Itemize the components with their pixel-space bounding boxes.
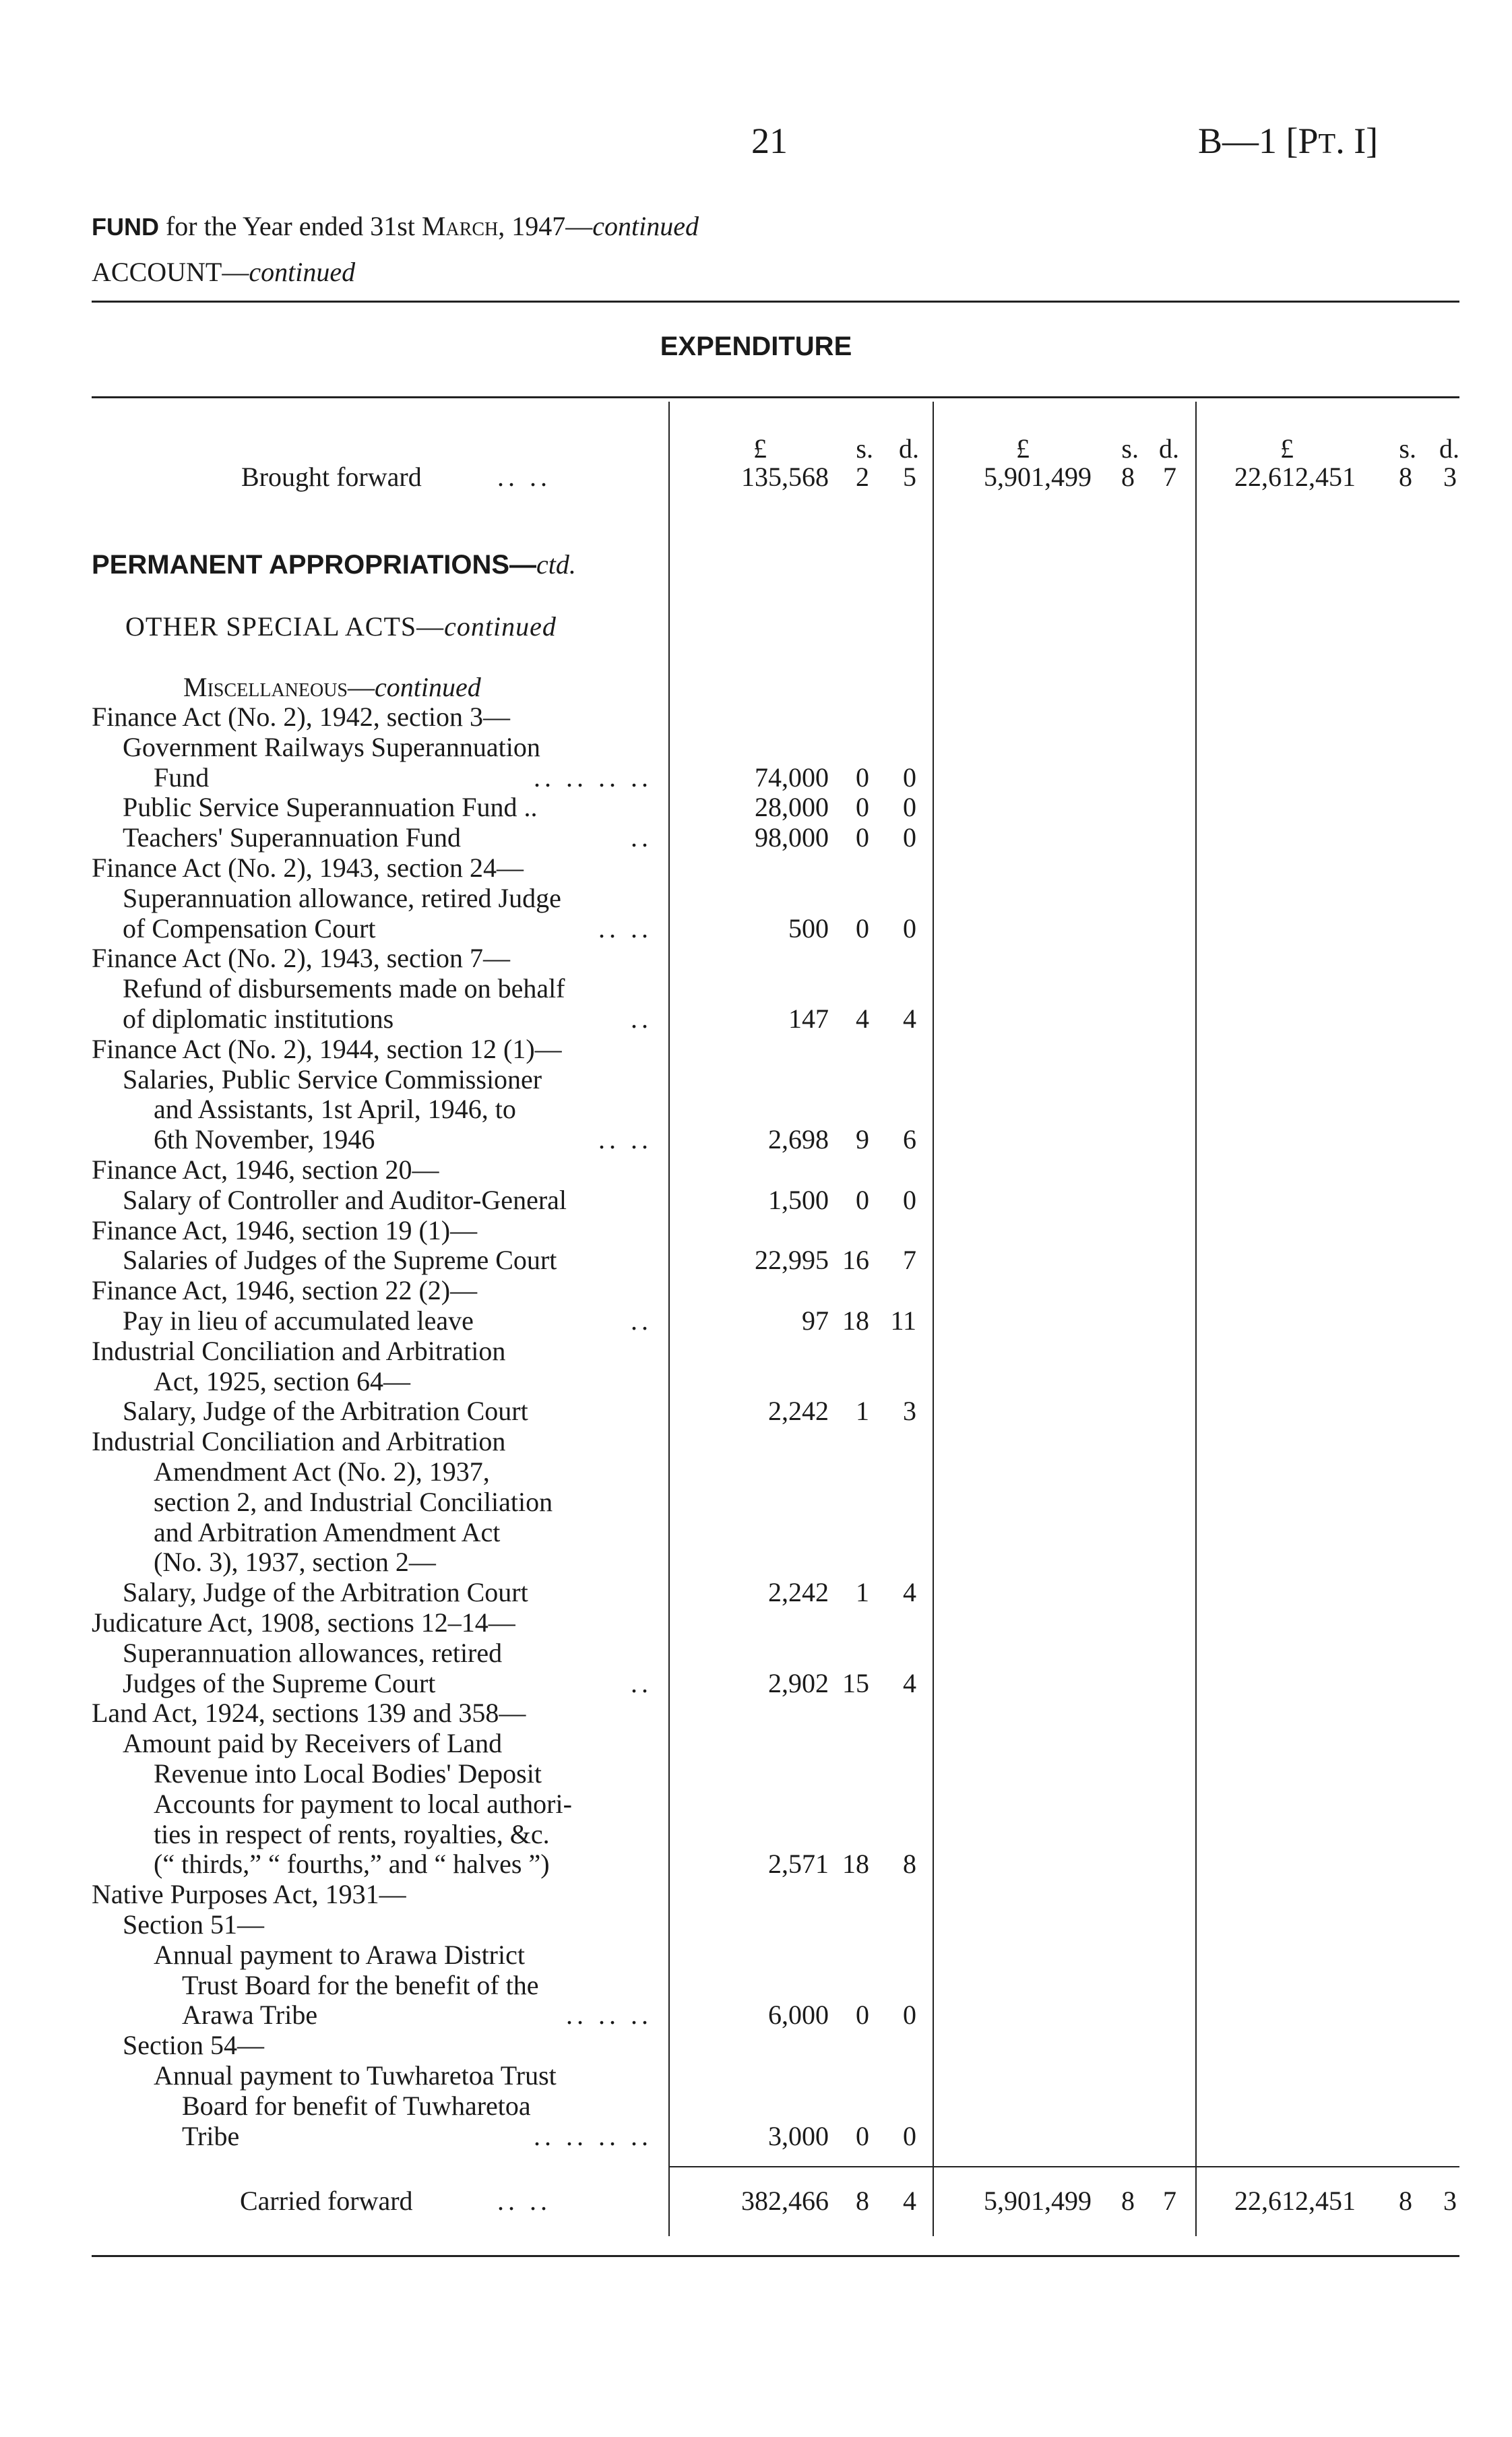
table-row-amount-pounds: 6,000 <box>768 2000 829 2030</box>
table-row-text: Teachers' Superannuation Fund <box>123 822 462 853</box>
table-row-dots: .. <box>631 1004 652 1034</box>
table-row-text: Section 54— <box>123 2030 264 2060</box>
table-row-dots: .. <box>631 1668 652 1698</box>
table-row-amount-shillings: 0 <box>856 2121 869 2151</box>
table-row-text: Industrial Conciliation and Arbitration <box>92 1426 506 1456</box>
col-divider-1 <box>668 402 670 2236</box>
currency-pence-header: d. <box>1439 433 1459 464</box>
brought-forward-col3-pounds: 22,612,451 <box>1234 462 1356 492</box>
col-divider-2 <box>933 402 934 2236</box>
brought-forward-dots: .. .. <box>497 462 551 492</box>
brought-forward-col2-pounds: 5,901,499 <box>984 462 1092 492</box>
bottom-rule <box>92 2255 1459 2257</box>
table-row-amount-pence: 6 <box>903 1124 916 1154</box>
carried-forward-col3-pence: 3 <box>1443 2186 1457 2216</box>
carried-forward-col2-pounds: 5,901,499 <box>984 2186 1092 2216</box>
table-row-text: Salaries of Judges of the Supreme Court <box>123 1245 557 1275</box>
brought-forward-col1-shillings: 2 <box>856 462 869 492</box>
table-row-amount-pounds: 147 <box>788 1004 829 1034</box>
table-row-amount-pounds: 2,242 <box>768 1577 829 1607</box>
table-row-amount-pounds: 2,571 <box>768 1849 829 1879</box>
heading-miscellaneous: Miscellaneous—continued <box>183 672 481 702</box>
table-row-text: Public Service Superannuation Fund .. <box>123 792 538 822</box>
currency-pence-header: d. <box>1159 433 1179 464</box>
table-row-text: (No. 3), 1937, section 2— <box>154 1547 436 1577</box>
table-row-dots: .. <box>631 1305 652 1336</box>
table-row-amount-pounds: 2,902 <box>768 1668 829 1698</box>
table-row-text: Section 51— <box>123 1909 264 1940</box>
fund-title: FUND for the Year ended 31st March, 1947—continued <box>92 211 699 241</box>
table-row-text: ties in respect of rents, royalties, &c. <box>154 1819 550 1849</box>
brought-forward-col2-pence: 7 <box>1163 462 1176 492</box>
table-row-amount-pence: 0 <box>903 2000 916 2030</box>
table-row-amount-pounds: 2,242 <box>768 1396 829 1426</box>
table-row-amount-shillings: 9 <box>856 1124 869 1154</box>
table-row-text: (“ thirds,” “ fourths,” and “ halves ”) <box>154 1849 550 1879</box>
table-row-text: Arawa Tribe <box>182 2000 318 2030</box>
table-row-amount-shillings: 16 <box>842 1245 869 1275</box>
table-row-amount-pounds: 1,500 <box>768 1185 829 1215</box>
table-row-text: and Assistants, 1st April, 1946, to <box>154 1094 516 1124</box>
table-row-text: Board for benefit of Tuwharetoa <box>182 2091 531 2121</box>
currency-shilling-header: s. <box>856 433 873 464</box>
table-row-text: Land Act, 1924, sections 139 and 358— <box>92 1698 526 1728</box>
table-row-amount-pounds: 22,995 <box>755 1245 829 1275</box>
table-row-amount-pence: 3 <box>903 1396 916 1426</box>
table-row-amount-pounds: 98,000 <box>755 822 829 853</box>
table-row-amount-pence: 0 <box>903 792 916 822</box>
table-row-text: Superannuation allowances, retired <box>123 1638 503 1668</box>
section-title: EXPENDITURE <box>660 332 852 361</box>
table-row-text: Trust Board for the benefit of the <box>182 1970 539 2000</box>
table-row-text: Revenue into Local Bodies' Deposit <box>154 1758 542 1789</box>
table-row-text: Finance Act, 1946, section 19 (1)— <box>92 1215 478 1245</box>
table-row-amount-shillings: 0 <box>856 2000 869 2030</box>
table-row-text: Fund <box>154 762 210 793</box>
table-row-text: Act, 1925, section 64— <box>154 1366 411 1396</box>
table-row-amount-shillings: 4 <box>856 1004 869 1034</box>
header-rule <box>92 396 1459 398</box>
currency-shilling-header: s. <box>1399 433 1416 464</box>
table-row-amount-pence: 11 <box>890 1305 916 1336</box>
total-rule <box>668 2166 1459 2167</box>
currency-pence-header: d. <box>899 433 919 464</box>
table-row-text: Finance Act, 1946, section 22 (2)— <box>92 1275 478 1305</box>
table-row-dots: .. .. .. .. <box>534 2121 652 2151</box>
currency-pound-header: £ <box>753 433 767 464</box>
page-number: 21 <box>751 121 788 161</box>
table-row-text: Salaries, Public Service Commissioner <box>123 1064 542 1094</box>
currency-pound-header: £ <box>1016 433 1030 464</box>
table-row-amount-shillings: 0 <box>856 822 869 853</box>
table-row-amount-shillings: 1 <box>856 1577 869 1607</box>
table-row-amount-pounds: 500 <box>788 913 829 944</box>
table-row-amount-shillings: 0 <box>856 792 869 822</box>
table-row-text: Accounts for payment to local authori- <box>154 1789 572 1819</box>
table-row-text: Salary of Controller and Auditor-General <box>123 1185 567 1215</box>
table-row-text: Salary, Judge of the Arbitration Court <box>123 1577 528 1607</box>
table-row-amount-pounds: 74,000 <box>755 762 829 793</box>
table-row-text: Superannuation allowance, retired Judge <box>123 883 561 913</box>
table-row-text: Finance Act, 1946, section 20— <box>92 1154 439 1185</box>
document-reference: B—1 [PT. I] <box>1198 121 1379 161</box>
table-row-text: Finance Act (No. 2), 1942, section 3— <box>92 702 510 732</box>
carried-forward-col3-pounds: 22,612,451 <box>1234 2186 1356 2216</box>
table-row-text: of diplomatic institutions <box>123 1004 394 1034</box>
carried-forward-dots: .. .. <box>497 2186 551 2216</box>
table-row-dots: .. .. <box>598 1124 652 1154</box>
table-row-amount-pounds: 3,000 <box>768 2121 829 2151</box>
table-row-text: and Arbitration Amendment Act <box>154 1517 501 1547</box>
currency-shilling-header: s. <box>1121 433 1139 464</box>
table-row-amount-shillings: 0 <box>856 762 869 793</box>
table-row-amount-shillings: 18 <box>842 1305 869 1336</box>
table-row-amount-pence: 4 <box>903 1577 916 1607</box>
table-row-text: Finance Act (No. 2), 1943, section 7— <box>92 943 510 973</box>
table-row-amount-pence: 0 <box>903 762 916 793</box>
table-row-text: Tribe <box>182 2121 240 2151</box>
table-row-dots: .. .. <box>598 913 652 944</box>
table-row-amount-shillings: 15 <box>842 1668 869 1698</box>
table-row-amount-pence: 7 <box>903 1245 916 1275</box>
carried-forward-col2-shillings: 8 <box>1121 2186 1135 2216</box>
table-row-amount-shillings: 0 <box>856 1185 869 1215</box>
table-row-text: Government Railways Superannuation <box>123 732 540 762</box>
carried-forward-col1-pence: 4 <box>903 2186 916 2216</box>
table-row-amount-pounds: 2,698 <box>768 1124 829 1154</box>
brought-forward-col1-pence: 5 <box>903 462 916 492</box>
table-row-amount-pence: 0 <box>903 2121 916 2151</box>
table-row-text: 6th November, 1946 <box>154 1124 375 1154</box>
table-row-text: Refund of disbursements made on behalf <box>123 973 565 1004</box>
brought-forward-col1-pounds: 135,568 <box>741 462 829 492</box>
table-row-amount-pence: 8 <box>903 1849 916 1879</box>
table-row-amount-pounds: 28,000 <box>755 792 829 822</box>
heading-permanent-appropriations: PERMANENT APPROPRIATIONS—ctd. <box>92 549 576 580</box>
table-row-text: Finance Act (No. 2), 1943, section 24— <box>92 853 524 883</box>
brought-forward-col3-shillings: 8 <box>1399 462 1412 492</box>
table-row-dots: .. .. .. <box>566 2000 652 2030</box>
table-row-text: Amount paid by Receivers of Land <box>123 1728 503 1758</box>
table-row-dots: .. <box>631 822 652 853</box>
heading-other-special-acts: OTHER SPECIAL ACTS—continued <box>125 611 557 642</box>
currency-pound-header: £ <box>1280 433 1294 464</box>
top-rule <box>92 301 1459 303</box>
account-title: ACCOUNT—continued <box>92 257 356 287</box>
carried-forward-col1-shillings: 8 <box>856 2186 869 2216</box>
table-row-amount-pounds: 97 <box>802 1305 829 1336</box>
carried-forward-col1-pounds: 382,466 <box>741 2186 829 2216</box>
table-row-text: section 2, and Industrial Conciliation <box>154 1487 553 1517</box>
table-row-text: Annual payment to Arawa District <box>154 1940 525 1970</box>
table-row-text: Native Purposes Act, 1931— <box>92 1879 406 1909</box>
table-row-text: Industrial Conciliation and Arbitration <box>92 1336 506 1366</box>
brought-forward-col3-pence: 3 <box>1443 462 1457 492</box>
brought-forward-col2-shillings: 8 <box>1121 462 1135 492</box>
table-row-text: Annual payment to Tuwharetoa Trust <box>154 2060 557 2091</box>
table-row-amount-pence: 0 <box>903 913 916 944</box>
table-row-amount-pence: 4 <box>903 1668 916 1698</box>
table-row-text: Judges of the Supreme Court <box>123 1668 436 1698</box>
table-row-amount-shillings: 0 <box>856 913 869 944</box>
table-row-text: of Compensation Court <box>123 913 376 944</box>
table-row-amount-pence: 4 <box>903 1004 916 1034</box>
table-row-text: Finance Act (No. 2), 1944, section 12 (1)— <box>92 1034 562 1064</box>
carried-forward-col3-shillings: 8 <box>1399 2186 1412 2216</box>
table-row-amount-shillings: 1 <box>856 1396 869 1426</box>
table-row-dots: .. .. .. .. <box>534 762 652 793</box>
table-row-text: Pay in lieu of accumulated leave <box>123 1305 474 1336</box>
brought-forward-label: Brought forward <box>241 462 422 492</box>
table-row-text: Amendment Act (No. 2), 1937, <box>154 1456 490 1487</box>
table-row-amount-pence: 0 <box>903 1185 916 1215</box>
table-row-text: Salary, Judge of the Arbitration Court <box>123 1396 528 1426</box>
table-row-text: Judicature Act, 1908, sections 12–14— <box>92 1607 515 1638</box>
table-row-amount-pence: 0 <box>903 822 916 853</box>
carried-forward-col2-pence: 7 <box>1163 2186 1176 2216</box>
table-row-amount-shillings: 18 <box>842 1849 869 1879</box>
carried-forward-label: Carried forward <box>240 2186 413 2216</box>
col-divider-3 <box>1195 402 1197 2236</box>
